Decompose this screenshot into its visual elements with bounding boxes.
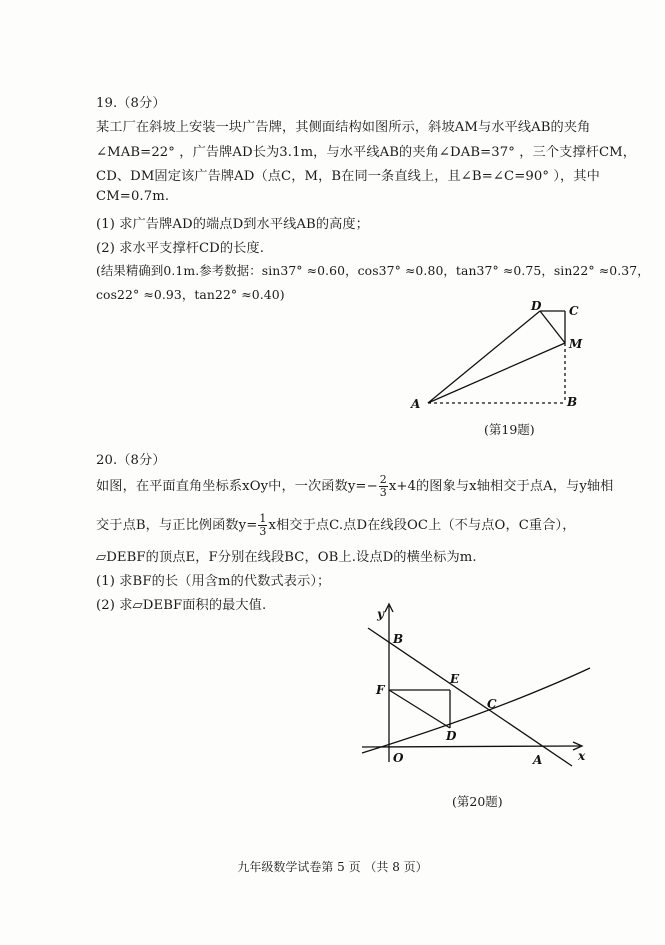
- denominator: 3: [379, 486, 387, 499]
- q20-text-b: x+4的图象与x轴相交于点A，与y轴相: [388, 479, 614, 494]
- q19-part2: (2) 求水平支撑杆CD的长度.: [96, 241, 265, 256]
- label-F: F: [376, 683, 385, 697]
- q20-text-a: 交于点B，与正比例函数y=: [96, 518, 258, 533]
- label-C: C: [487, 697, 497, 711]
- label-B: B: [567, 395, 578, 409]
- q19-text: 某工厂在斜坡上安装一块广告牌，其侧面结构如图所示，斜坡AM与水平线AB的夹角: [96, 120, 591, 135]
- denominator: 3: [259, 525, 267, 538]
- label-M: M: [569, 337, 583, 351]
- label-A: A: [411, 397, 421, 411]
- q20-part1: (1) 求BF的长（用含m的代数式表示）；: [96, 574, 331, 589]
- q19-header: 19.（8分）: [96, 96, 166, 111]
- figure-19-caption: (第19题): [484, 422, 535, 437]
- numerator: 1: [259, 512, 267, 525]
- label-E: E: [450, 672, 460, 686]
- label-D: D: [531, 299, 542, 313]
- q20-text: [96, 474, 613, 499]
- label-D: D: [446, 729, 457, 743]
- q20-text-a: 如图，在平面直角坐标系xOy中，一次函数y=−: [96, 479, 378, 494]
- numerator: 2: [379, 473, 387, 486]
- figure-19: [410, 299, 583, 411]
- label-x: x: [578, 749, 586, 763]
- label-O: O: [393, 751, 404, 765]
- label-y: y: [377, 607, 384, 621]
- q20-text-b: x相交于点C.点D在线段OC上（不与点O，C重合），: [268, 518, 576, 533]
- line-BA: [368, 628, 572, 766]
- q19-note: cos22° ≈0.93，tan22° ≈0.40): [96, 287, 285, 302]
- q20-header: 20.（8分）: [96, 453, 166, 468]
- q20-part2: (2) 求▱DEBF面积的最大值.: [96, 598, 267, 613]
- figure-20-caption: (第20题): [452, 794, 503, 809]
- fraction-2-3: [379, 474, 388, 499]
- q19-text: CM=0.7m.: [96, 189, 170, 204]
- label-B: B: [393, 632, 404, 646]
- q19-text: CD、DM固定该广告牌AD（点C，M，B在同一条直线上，且∠B=∠C=90° ），其中: [96, 169, 600, 184]
- label-C: C: [569, 304, 579, 318]
- label-A: A: [533, 753, 543, 767]
- page-footer: 九年级数学试卷第 5 页 （共 8 页）: [237, 860, 428, 874]
- q19-note: (结果精确到0.1m.参考数据：sin37° ≈0.60，cos37° ≈0.80，tan37° ≈0.75，sin22° ≈0.37，: [96, 263, 650, 278]
- q20-text: [96, 513, 575, 538]
- x-axis: [362, 746, 580, 747]
- q19-text: ∠MAB=22° ，广告牌AD长为3.1m，与水平线AB的夹角∠DAB=37° ，三个支撑杆CM，: [96, 145, 637, 160]
- figure-20: [362, 604, 590, 767]
- q19-part1: (1) 求广告牌AD的端点D到水平线AB的高度；: [96, 217, 369, 232]
- q20-text: ▱DEBF的顶点E，F分别在线段BC，OB上.设点D的横坐标为m.: [96, 550, 477, 565]
- fraction-1-3: [258, 513, 267, 538]
- line-OC: [362, 668, 590, 753]
